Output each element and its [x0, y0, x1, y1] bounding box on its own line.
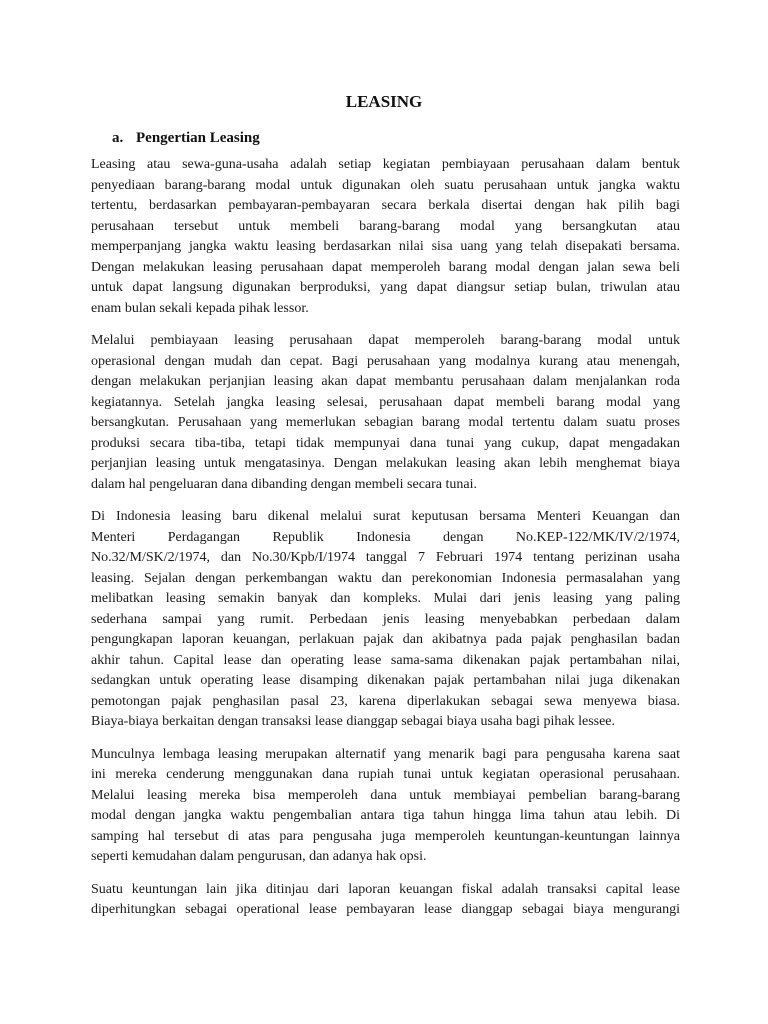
text-line: Menteri Perdagangan Republik Indonesia dengan No.KEP-122/MK/IV/2/1974, [91, 529, 680, 545]
text-line: tertentu, berdasarkan pembayaran-pembayaran secara berkala disertai dengan hak pilih bagi [91, 198, 680, 213]
text-line: leasing. Sejalan dengan perkembangan waktu dan perekonomian Indonesia permasalahan yang [91, 570, 680, 586]
text-line: dengan melakukan perjanjian leasing akan dapat membantu perusahaan dalam menjalankan roda [91, 374, 680, 389]
text-line: produksi secara tiba-tiba, tetapi tidak mempunyai dana tunai yang cukup, dapat mengadakan [91, 435, 680, 451]
page-title: LEASING [345, 92, 423, 111]
text-line: Suatu keuntungan lain jika ditinjau dari laporan keuangan fiskal adalah transaksi capital lease [91, 881, 680, 897]
text-line: untuk dapat langsung digunakan berproduksi, yang dapat diangsur setiap bulan, triwulan atau [91, 280, 680, 295]
text-line: pengungkapan laporan keuangan, perlakuan pajak dan akibatnya pada pajak penghasilan badan [91, 632, 680, 647]
text-line: Biaya-biaya berkaitan dengan transaksi lease dianggap sebagai biaya usaha bagi pihak lessee. [91, 714, 616, 729]
text-line: kegiatannya. Setelah jangka leasing selesai, perusahaan dapat membeli barang modal yang [91, 394, 680, 410]
text-line: operasional dengan mudah dan cepat. Bagi perusahaan yang modalnya kurang atau menengah, [91, 353, 680, 369]
text-line: modal dengan jangka waktu pengembalian antara tiga tahun hingga lima tahun atau lebih. Di [91, 808, 680, 823]
body-paragraph [91, 880, 680, 921]
text-line: Melalui pembiayaan leasing perusahaan dapat memperoleh barang-barang modal untuk [91, 333, 680, 348]
section-heading-text: Pengertian Leasing [136, 130, 260, 146]
section-heading [112, 128, 260, 148]
text-line: sederhana sampai yang rumit. Perbedaan jenis leasing menyebabkan perbedaan dalam [91, 611, 680, 627]
text-line: perusahaan tersebut untuk membeli barang-barang modal yang bersangkutan atau [91, 218, 680, 234]
text-line: pemotongan pajak penghasilan pasal 23, karena diperlakukan sebagai sewa menyewa biasa. [91, 693, 680, 709]
text-line: Melalui leasing mereka bisa memperoleh dana untuk membiayai pembelian barang-barang [91, 787, 680, 803]
text-line: memperpanjang jangka waktu leasing berdasarkan nilai sisa uang yang telah disepakati bersama. [91, 239, 680, 254]
body-paragraph [91, 331, 680, 495]
text-line: sedangkan untuk operating lease disamping dikenakan pajak pertambahan nilai juga dikenakan [91, 673, 680, 688]
text-line: Di Indonesia leasing baru dikenal melalui surat keputusan bersama Menteri Keuangan dan [91, 509, 680, 524]
text-line: diperhitungkan sebagai operational lease pembayaran lease dianggap sebagai biaya mengurangi [91, 902, 680, 917]
text-line: enam bulan sekali kepada pihak lessor. [91, 300, 309, 316]
section-number: a. [112, 130, 124, 146]
text-line: penyediaan barang-barang modal untuk digunakan oleh suatu perusahaan untuk jangka waktu [91, 177, 680, 193]
text-line: dalam hal pengeluaran dana dibanding dengan membeli secara tunai. [91, 476, 478, 492]
text-line: perjanjian leasing untuk mengatasinya. Dengan melakukan leasing akan lebih menghemat biaya [91, 456, 680, 471]
text-line: samping hal tersebut di atas para pengusaha juga memperoleh keuntungan-keuntungan lainnya [91, 828, 680, 844]
text-line: No.32/M/SK/2/1974, dan No.30/Kpb/I/1974 tanggal 7 Februari 1974 tentang perizinan usaha [91, 550, 680, 565]
text-line: Dengan melakukan leasing perusahaan dapat memperoleh barang modal dengan jalan sewa beli [91, 259, 680, 275]
body-paragraph [91, 507, 680, 733]
body-text [91, 155, 680, 933]
text-line: melibatkan leasing semakin banyak dan kompleks. Mulai dari jenis leasing yang paling [91, 591, 680, 606]
text-line: seperti kemudahan dalam pengurusan, dan adanya hak opsi. [91, 849, 427, 864]
text-line: akhir tahun. Capital lease dan operating lease sama-sama dikenakan pajak pertambahan nilai, [91, 652, 680, 668]
body-paragraph [91, 745, 680, 868]
body-paragraph [91, 155, 680, 319]
text-line: Munculnya lembaga leasing merupakan alternatif yang menarik bagi para pengusaha karena saat [91, 746, 680, 762]
text-line: Leasing atau sewa-guna-usaha adalah setiap kegiatan pembiayaan perusahaan dalam bentuk [91, 157, 680, 172]
text-line: bersangkutan. Perusahaan yang memerlukan sebagian barang modal tertentu dalam suatu proses [91, 415, 680, 430]
text-line: ini mereka cenderung menggunakan dana rupiah tunai untuk kegiatan operasional perusahaan. [91, 767, 680, 782]
